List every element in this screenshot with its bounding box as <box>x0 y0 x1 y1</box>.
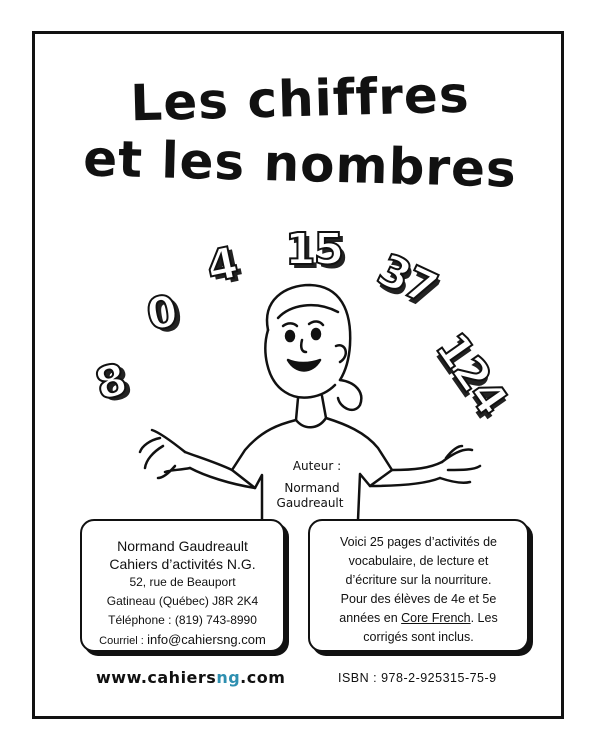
publisher-name: Normand Gaudreault <box>117 538 248 554</box>
number-4: 4 <box>202 237 241 294</box>
description-line-5-pre: années en <box>339 611 402 625</box>
publisher-company: Cahiers d’activités N.G. <box>109 556 256 572</box>
website-highlight: ng <box>216 668 241 687</box>
number-37: 37 <box>369 244 444 315</box>
title-line-2: et les nombres <box>82 129 518 199</box>
description-line-5-post: . Les <box>470 611 498 625</box>
description-line-5 <box>310 609 527 628</box>
description-line-1: Voici 25 pages d’activités de <box>339 535 498 549</box>
author-name-line-2: Gaudreault <box>276 496 344 510</box>
author-label: Auteur : <box>292 459 342 473</box>
website-link[interactable] <box>96 668 285 687</box>
isbn-text: ISBN : 978-2-925315-75-9 <box>338 671 497 685</box>
email-link[interactable]: info@cahiersng.com <box>147 632 266 647</box>
website-prefix: www.cahiers <box>96 668 217 687</box>
publisher-info-box <box>80 519 285 652</box>
number-0: 0 <box>142 285 180 342</box>
author-name-line-1: Normand <box>284 481 340 495</box>
publisher-address: 52, rue de Beauport <box>129 575 236 589</box>
description-line-2: vocabulaire, de lecture et <box>348 554 489 568</box>
number-124: 124 <box>425 323 517 424</box>
publisher-email-row <box>82 630 283 651</box>
description-line-6: corrigés sont inclus. <box>363 630 474 644</box>
title-line-1: Les chiffres <box>129 65 471 133</box>
email-label: Courriel : <box>99 635 144 647</box>
description-box <box>308 519 529 652</box>
number-15: 15 <box>285 224 343 275</box>
description-line-4: Pour des élèves de 4e et 5e <box>340 592 497 606</box>
number-8: 8 <box>89 354 131 411</box>
publisher-phone: Téléphone : (819) 743-8990 <box>108 613 257 627</box>
publisher-city: Gatineau (Québec) J8R 2K4 <box>106 594 259 608</box>
core-french-link[interactable]: Core French <box>401 611 471 625</box>
description-line-3: d’écriture sur la nourriture. <box>345 573 492 587</box>
website-suffix: .com <box>240 668 286 687</box>
